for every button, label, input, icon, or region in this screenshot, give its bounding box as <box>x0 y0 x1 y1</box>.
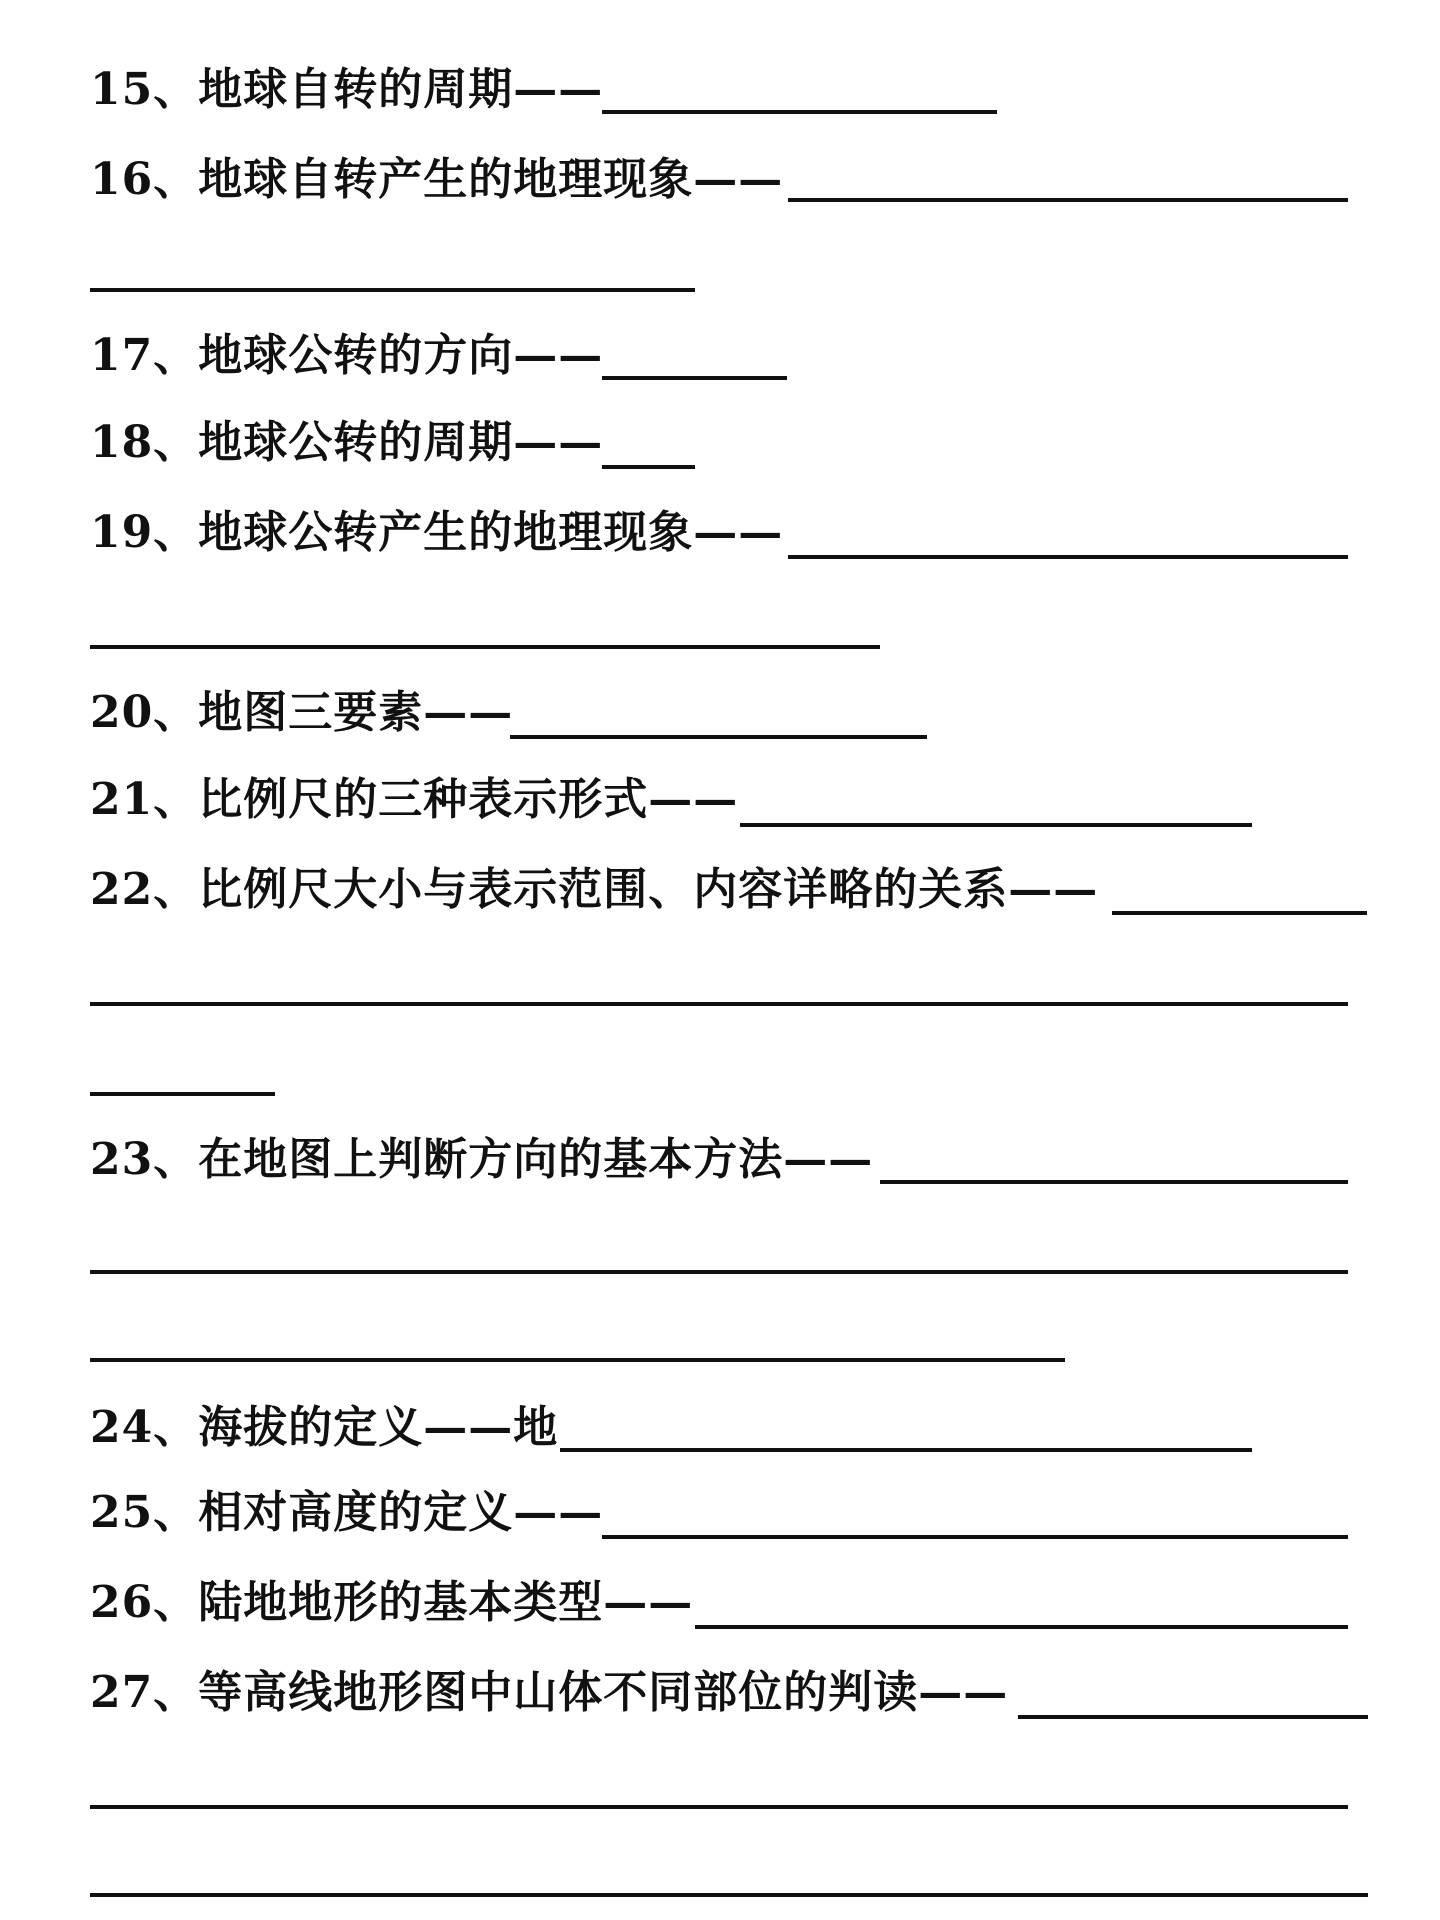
question-16-text: 16、地球自转产生的地理现象—— <box>90 154 784 205</box>
question-19-answer-blank-continued[interactable] <box>90 645 880 649</box>
question-23-answer-blank-continued[interactable] <box>90 1358 1065 1362</box>
question-26-text: 26、陆地地形的基本类型—— <box>90 1577 694 1628</box>
question-24-answer-blank[interactable] <box>560 1448 1252 1452</box>
question-27-text: 27、等高线地形图中山体不同部位的判读—— <box>90 1667 1009 1718</box>
question-18-text: 18、地球公转的周期—— <box>90 417 604 468</box>
question-18-answer-blank[interactable] <box>602 465 695 469</box>
question-21-text: 21、比例尺的三种表示形式—— <box>90 774 739 825</box>
question-22-answer-blank-continued[interactable] <box>90 1092 275 1096</box>
question-17-answer-blank[interactable] <box>602 376 787 380</box>
question-23-text: 23、在地图上判断方向的基本方法—— <box>90 1134 874 1185</box>
question-16-answer-blank-continued[interactable] <box>90 288 695 292</box>
question-25-answer-blank[interactable] <box>602 1535 1348 1539</box>
question-25-text: 25、相对高度的定义—— <box>90 1487 604 1538</box>
question-19-answer-blank[interactable] <box>788 555 1348 559</box>
question-26-answer-blank[interactable] <box>695 1625 1348 1629</box>
question-23-answer-blank-continued[interactable] <box>90 1270 1348 1274</box>
question-19-text: 19、地球公转产生的地理现象—— <box>90 507 784 558</box>
question-24-text: 24、海拔的定义——地 <box>90 1402 559 1453</box>
question-17-text: 17、地球公转的方向—— <box>90 330 604 381</box>
question-22-answer-blank[interactable] <box>1112 911 1367 915</box>
question-27-answer-blank-continued[interactable] <box>90 1805 1348 1809</box>
question-27-answer-blank-continued[interactable] <box>90 1893 1368 1897</box>
question-27-answer-blank[interactable] <box>1018 1715 1368 1719</box>
question-20-answer-blank[interactable] <box>510 735 927 739</box>
question-15-answer-blank[interactable] <box>602 110 997 114</box>
question-23-answer-blank[interactable] <box>880 1180 1348 1184</box>
question-22-text: 22、比例尺大小与表示范围、内容详略的关系—— <box>90 864 1099 915</box>
question-22-answer-blank-continued[interactable] <box>90 1002 1348 1006</box>
question-16-answer-blank[interactable] <box>788 198 1348 202</box>
question-20-text: 20、地图三要素—— <box>90 687 514 738</box>
question-15-text: 15、地球自转的周期—— <box>90 64 604 115</box>
question-21-answer-blank[interactable] <box>740 823 1252 827</box>
